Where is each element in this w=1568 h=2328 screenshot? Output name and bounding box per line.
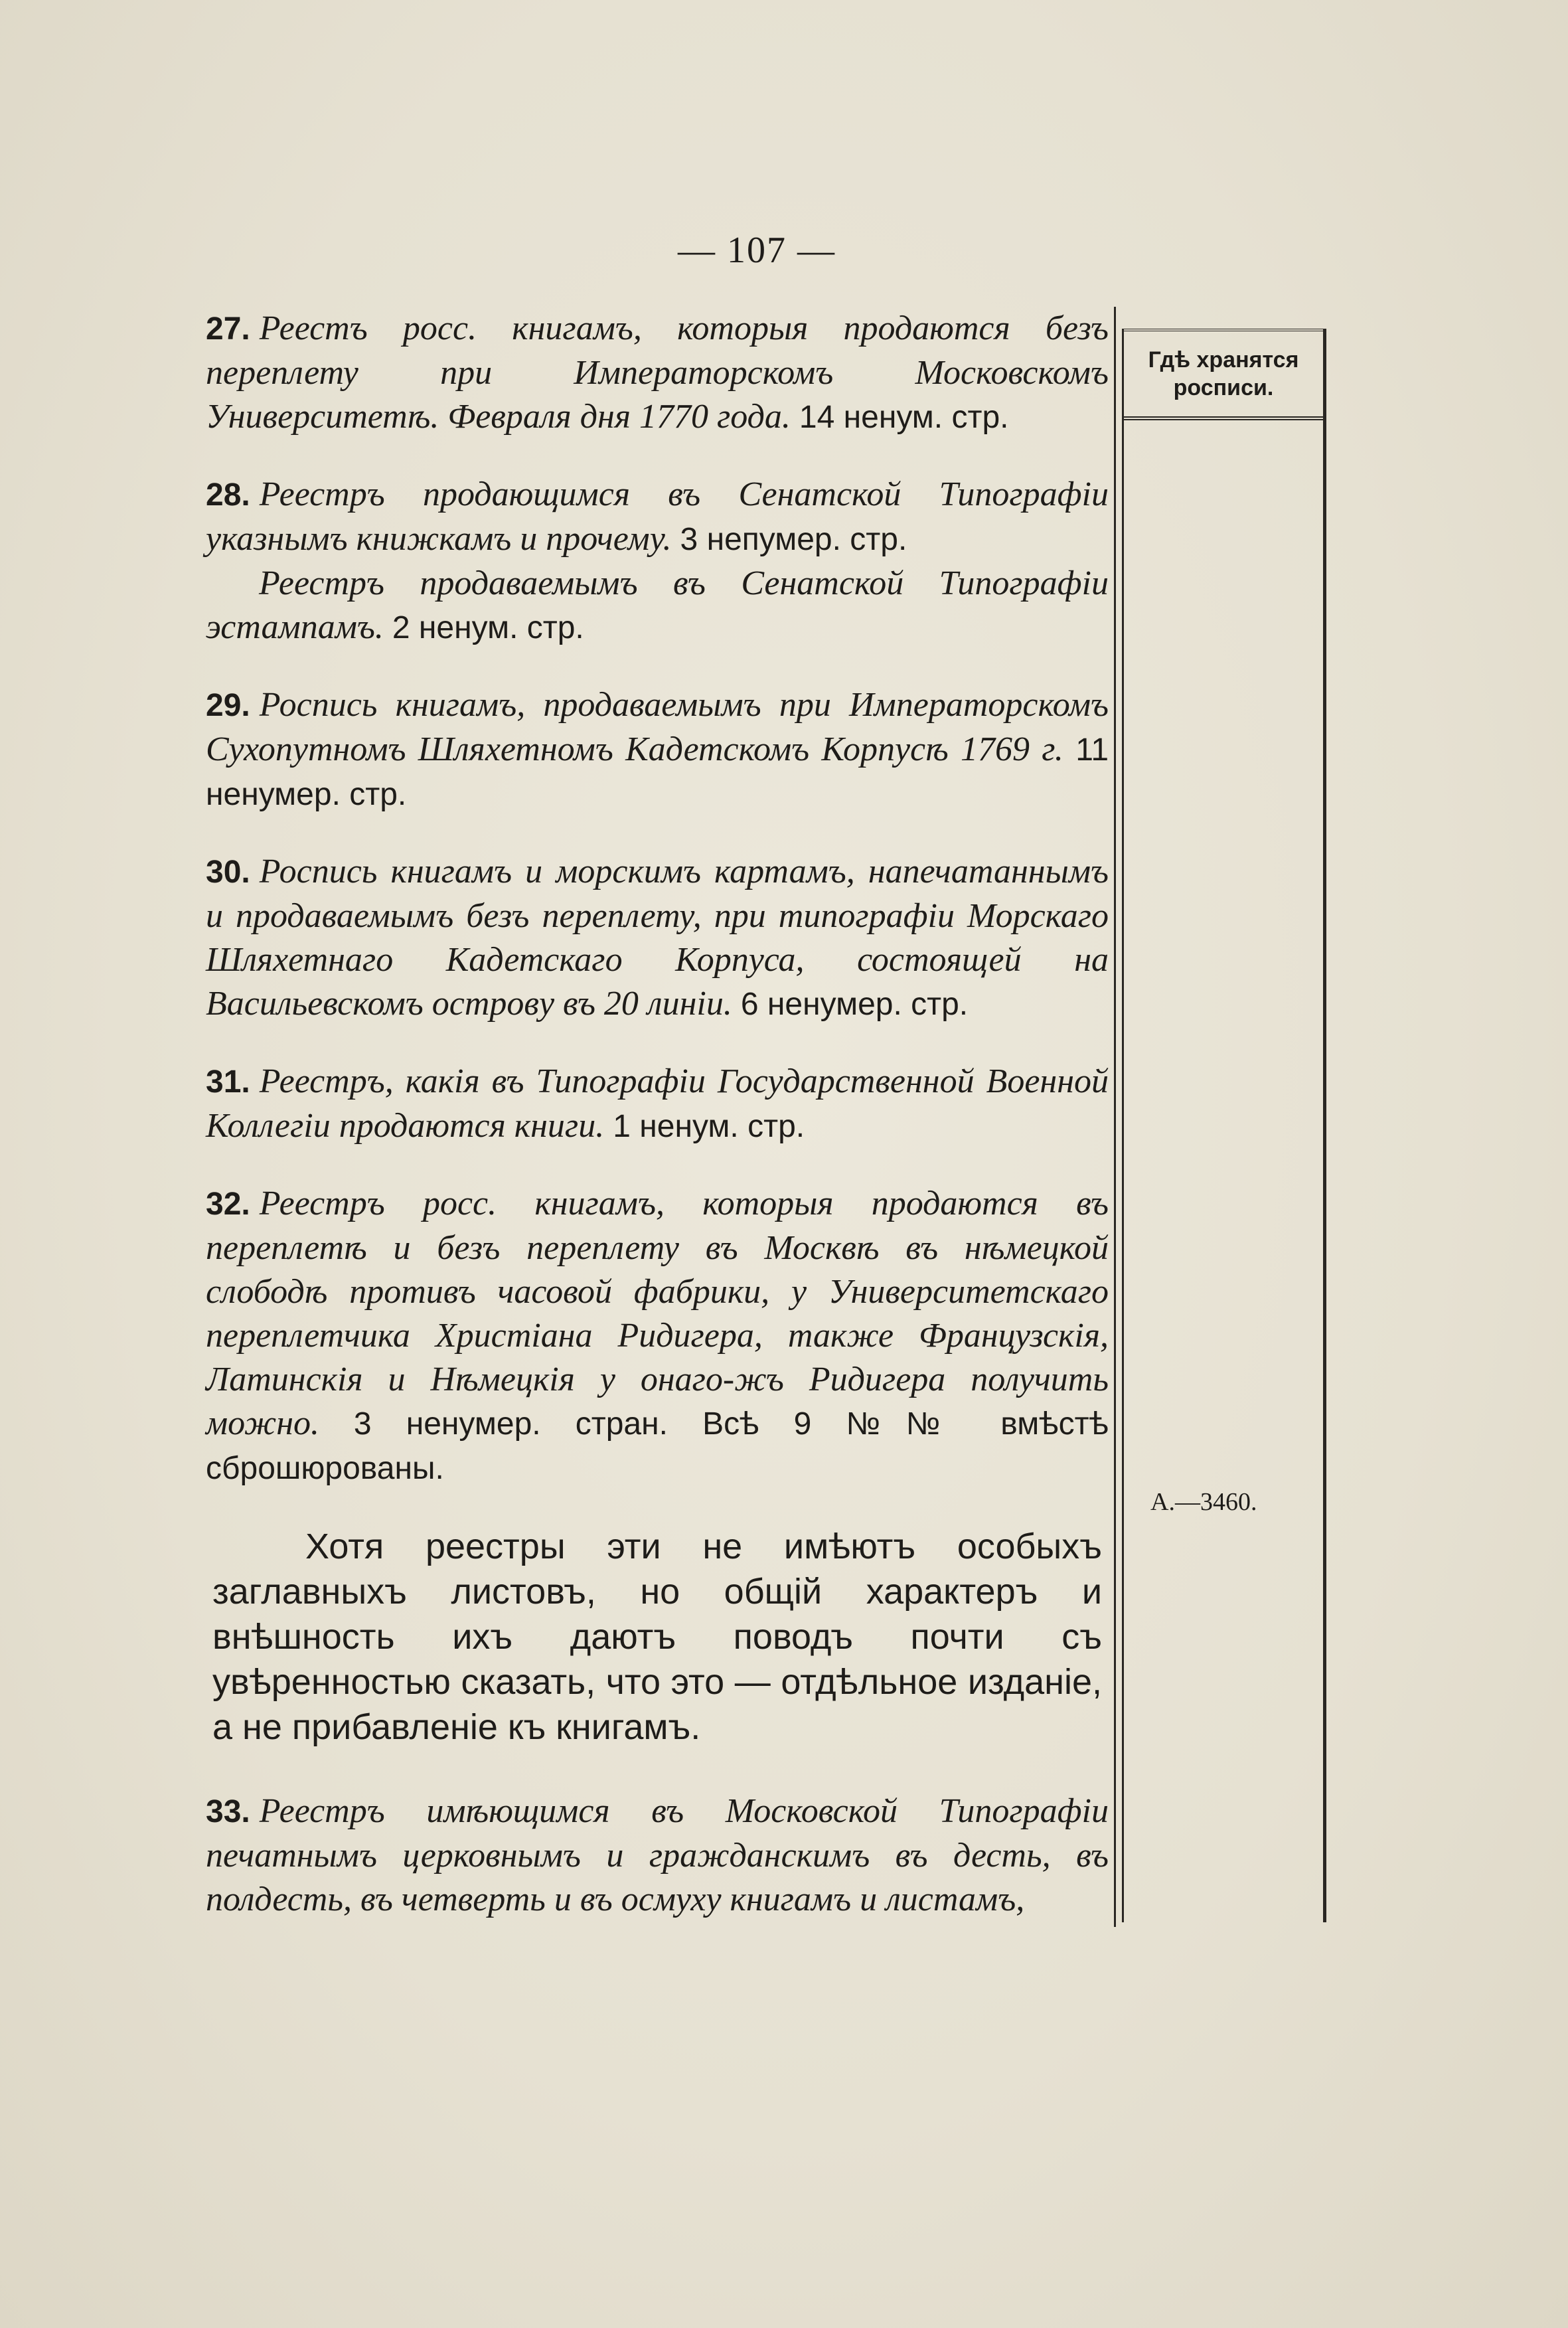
entry-number: 27. xyxy=(206,311,250,347)
entry-title: Реестръ, какія въ Типографіи Государственной Военной Коллегіи продаются книги. xyxy=(206,1062,1109,1145)
location-column xyxy=(1122,329,1326,1922)
editorial-note: Хотя реестры эти не имѣютъ особыхъ заглавныхъ листовъ, но общій характеръ и внѣшность ихъ даютъ поводъ почти съ увѣренностью сказать, что это — отдѣльное изданіе, а не прибавленіе къ книгамъ. xyxy=(212,1527,1102,1747)
entry-subitem xyxy=(206,562,1109,650)
entry-pages: 6 ненумер. стр. xyxy=(740,987,969,1022)
entry-title: Реестръ росс. книгамъ, которыя продаются въ переплетѣ и безъ переплету въ Москвѣ въ нѣмецкой слободѣ противъ часовой фабрики, у Университетскаго переплетчика Христіана Ридигера, также Французскія, Латинскія и Нѣмецкія у онаго-жъ Ридигера получить можно. xyxy=(206,1185,1109,1442)
entry-pages: 1 ненум. стр. xyxy=(613,1109,805,1144)
entry-title: Роспись книгамъ и морскимъ картамъ, напечатаннымъ и продаваемымъ безъ переплету, при типографіи Морскаго Шляхетнаго Кадетскаго Корпуса, состоящей на Васильевскомъ острову въ 20 линіи. xyxy=(206,853,1109,1023)
entry-28 xyxy=(206,473,1109,650)
location-mark: А.—3460. xyxy=(1150,1488,1257,1516)
entry-30 xyxy=(206,850,1109,1027)
entry-subtitle: Реестръ продаваемымъ въ Сенатской Типографіи эстампамъ. xyxy=(206,564,1109,646)
entry-pages: 3 непумер. стр. xyxy=(680,522,907,557)
entry-pages: 3 ненумер. стран. Всѣ 9 №№ вмѣстѣ сброшюрованы. xyxy=(206,1406,1109,1486)
entry-number: 31. xyxy=(206,1064,250,1100)
page-number: — 107 — xyxy=(678,230,836,271)
location-column-header: Гдѣ хранятся росписи. xyxy=(1124,329,1323,420)
entry-number: 32. xyxy=(206,1187,250,1222)
entry-32 xyxy=(206,1182,1109,1491)
entry-pages: 14 ненум. стр. xyxy=(799,400,1009,435)
entry-33 xyxy=(206,1789,1109,1922)
entry-title: Реестръ имѣющимся въ Московской Типографіи печатнымъ церковнымъ и гражданскимъ въ десть, въ полдесть, въ четверть и въ осмуху книгамъ и листамъ, xyxy=(206,1792,1109,1918)
entry-number: 30. xyxy=(206,855,250,890)
main-column xyxy=(206,307,1116,1927)
entry-27 xyxy=(206,307,1109,440)
entry-title: Реестръ продающимся въ Сенатской Типографіи указнымъ книжкамъ и прочему. xyxy=(206,475,1109,558)
entry-31 xyxy=(206,1060,1109,1149)
entry-29 xyxy=(206,683,1109,817)
entry-number: 29. xyxy=(206,688,250,723)
entry-subpages: 2 ненум. стр. xyxy=(392,610,584,645)
entry-title: Роспись книгамъ, продаваемымъ при Императорскомъ Сухопутномъ Шляхетномъ Кадетскомъ Корпусѣ 1769 г. xyxy=(206,686,1109,768)
entry-title: Реестъ росс. книгамъ, которыя продаются безъ переплету при Императорскомъ Московскомъ Университетѣ. Февраля дня 1770 года. xyxy=(206,309,1109,436)
entry-pages: 11 ненумер. стр. xyxy=(206,732,1109,812)
entry-number: 33. xyxy=(206,1794,250,1829)
entry-number: 28. xyxy=(206,477,250,513)
